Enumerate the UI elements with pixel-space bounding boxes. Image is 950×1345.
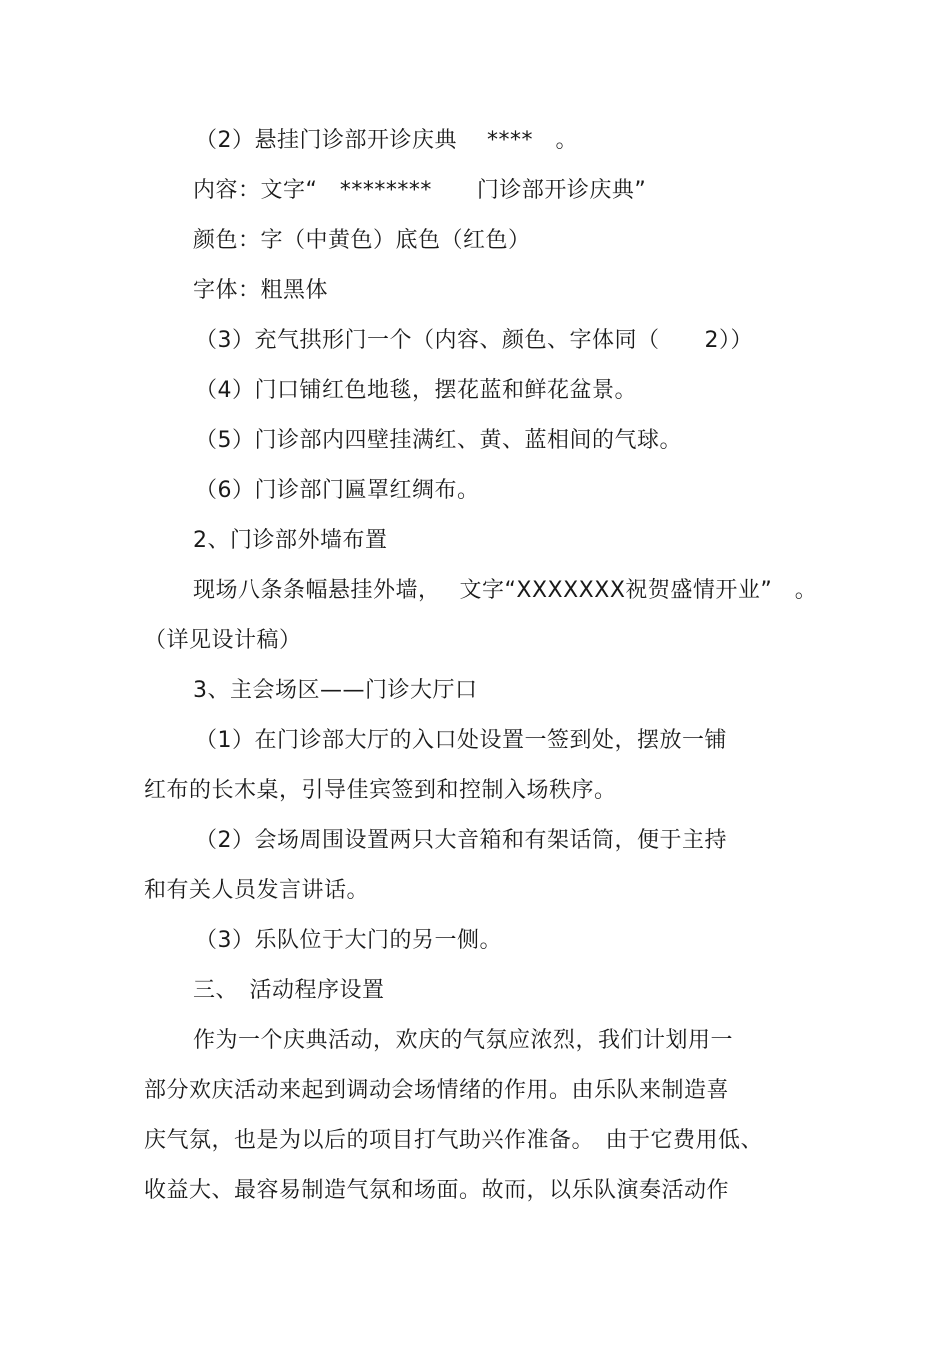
text-line-5: （3）充气拱形门一个（内容、颜色、字体同（ 2）） [195,328,753,353]
text-line-19: 作为一个庆典活动，欢庆的气氛应浓烈，我们计划用一 [193,1028,734,1053]
text-line-14: 红布的长木桌，引导佳宾签到和控制入场秩序。 [144,778,617,803]
text-line-22: 收益大、最容易制造气氛和场面。故而，以乐队演奏活动作 [144,1178,730,1203]
text-line-20: 部分欢庆活动来起到调动会场情绪的作用。由乐队来制造喜 [144,1078,730,1103]
text-line-17: （3）乐队位于大门的另一侧。 [195,928,502,953]
text-line-6: （4）门口铺红色地毯，摆花蓝和鲜花盆景。 [195,378,637,403]
text-line-2: 内容：文字“ ******** 门诊部开诊庆典” [193,178,647,203]
section-heading-2: 2、门诊部外墙布置 [193,528,388,553]
text-line-15: （2）会场周围设置两只大音箱和有架话筒，便于主持 [195,828,727,853]
section-heading-three: 三、 活动程序设置 [193,978,385,1003]
text-line-21: 庆气氛，也是为以后的项目打气助兴作准备。 由于它费用低、 [144,1128,764,1153]
text-line-7: （5）门诊部内四壁挂满红、黄、蓝相间的气球。 [195,428,682,453]
text-line-3: 颜色：字（中黄色）底色（红色） [193,228,531,253]
text-line-1: （2）悬挂门诊部开诊庆典 **** 。 [195,128,578,153]
text-line-8: （6）门诊部门匾罩红绸布。 [195,478,480,503]
text-line-4: 字体：粗黑体 [193,278,329,303]
section-heading-3: 3、主会场区——门诊大厅口 [193,678,478,703]
text-line-13: （1）在门诊部大厅的入口处设置一签到处，摆放一铺 [195,728,727,753]
text-line-11: （详见设计稿） [144,628,302,653]
text-line-16: 和有关人员发言讲话。 [144,878,370,903]
text-line-10: 现场八条条幅悬挂外墙， 文字“XXXXXXX祝贺盛情开业” 。 [193,578,818,603]
